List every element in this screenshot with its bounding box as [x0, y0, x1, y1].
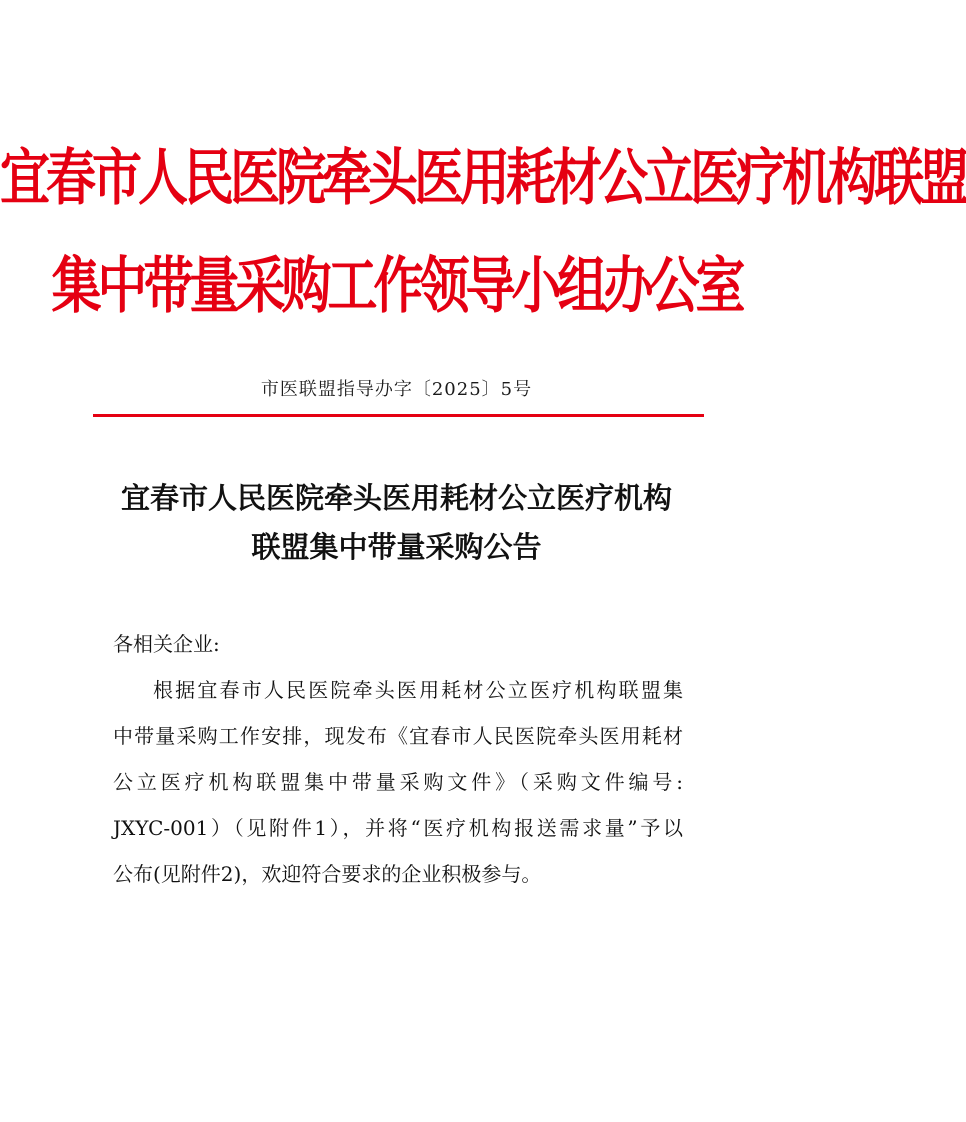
red-divider-rule	[93, 414, 704, 417]
body-paragraph-line-5: 公布(见附件2)，欢迎符合要求的企业积极参与。	[113, 862, 542, 886]
notice-title-line-2: 联盟集中带量采购公告	[251, 530, 542, 564]
body-paragraph-line-4: JXYC-001）（见附件1），并将“医疗机构报送需求量”予以	[113, 816, 683, 840]
notice-title-line-1: 宜春市人民医院牵头医用耗材公立医疗机构	[120, 481, 672, 515]
body-paragraph-line-3: 公立医疗机构联盟集中带量采购文件》（采购文件编号:	[113, 770, 683, 794]
masthead-line-1: 宜春市人民医院牵头医用耗材公立医疗机构联盟	[0, 142, 966, 214]
body-paragraph-line-1: 根据宜春市人民医院牵头医用耗材公立医疗机构联盟集	[153, 678, 683, 702]
body-paragraph-line-2: 中带量采购工作安排，现发布《宜春市人民医院牵头医用耗材	[113, 724, 683, 748]
masthead-line-2: 集中带量采购工作领导小组办公室	[51, 250, 742, 322]
salutation: 各相关企业:	[113, 632, 220, 656]
document-number: 市医联盟指导办字〔2025〕5号	[260, 379, 533, 400]
